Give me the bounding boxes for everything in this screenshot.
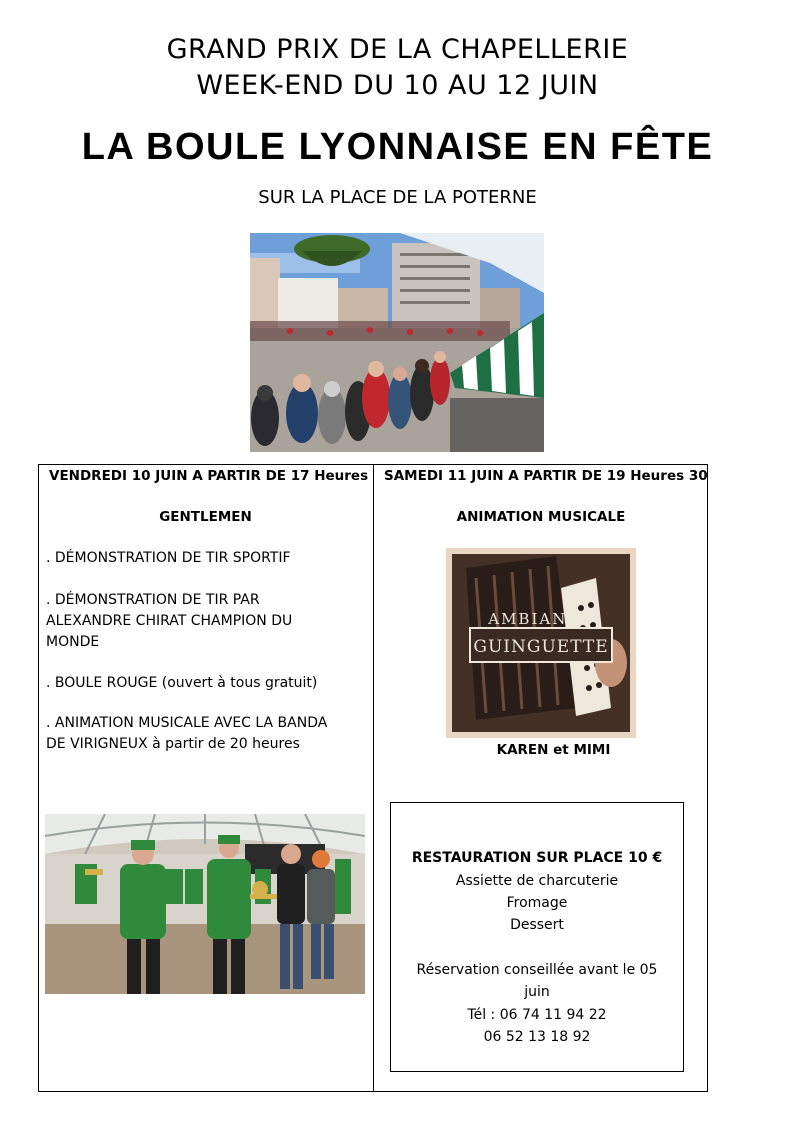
saturday-subheading: ANIMATION MUSICALE xyxy=(456,509,626,525)
reservation-note: Réservation conseillée avant le 05 xyxy=(416,962,658,978)
friday-item: . BOULE ROUGE (ouvert à tous gratuit) xyxy=(46,675,318,691)
friday-item: . DÉMONSTRATION DE TIR SPORTIF xyxy=(46,550,291,566)
square-crowd-photo xyxy=(250,233,544,452)
friday-item: DE VIRIGNEUX à partir de 20 heures xyxy=(46,736,300,752)
reservation-note-cont: juin xyxy=(524,984,550,1000)
event-dates: WEEK-END DU 10 AU 12 JUIN xyxy=(196,70,599,101)
menu-item: Dessert xyxy=(510,917,564,933)
album-title-line2: GUINGUETTE xyxy=(473,637,609,657)
album-title-line1: AMBIANCE xyxy=(488,610,594,628)
location-subtitle: SUR LA PLACE DE LA POTERNE xyxy=(258,187,537,208)
menu-item: Assiette de charcuterie xyxy=(455,873,619,889)
event-series-title: GRAND PRIX DE LA CHAPELLERIE xyxy=(166,34,629,65)
friday-item: MONDE xyxy=(46,634,100,650)
menu-item: Fromage xyxy=(506,895,568,911)
guinguette-album-cover xyxy=(446,548,636,738)
friday-heading: VENDREDI 10 JUIN A PARTIR DE 17 Heures xyxy=(49,468,369,484)
performers-name: KAREN et MIMI xyxy=(496,742,611,758)
friday-item: ALEXANDRE CHIRAT CHAMPION DU xyxy=(46,613,293,629)
friday-subheading: GENTLEMEN xyxy=(159,509,252,525)
restauration-title: RESTAURATION SUR PLACE 10 € xyxy=(411,850,663,866)
saturday-heading: SAMEDI 11 JUIN A PARTIR DE 19 Heures 30 xyxy=(384,468,708,484)
column-divider xyxy=(373,464,374,1092)
phone-number-alt: 06 52 13 18 92 xyxy=(483,1029,591,1045)
brass-band-photo xyxy=(45,814,365,994)
phone-number: Tél : 06 74 11 94 22 xyxy=(467,1007,607,1023)
main-title: LA BOULE LYONNAISE EN FÊTE xyxy=(81,126,714,168)
friday-item: . DÉMONSTRATION DE TIR PAR xyxy=(46,592,260,608)
friday-item: . ANIMATION MUSICALE AVEC LA BANDA xyxy=(46,715,328,731)
